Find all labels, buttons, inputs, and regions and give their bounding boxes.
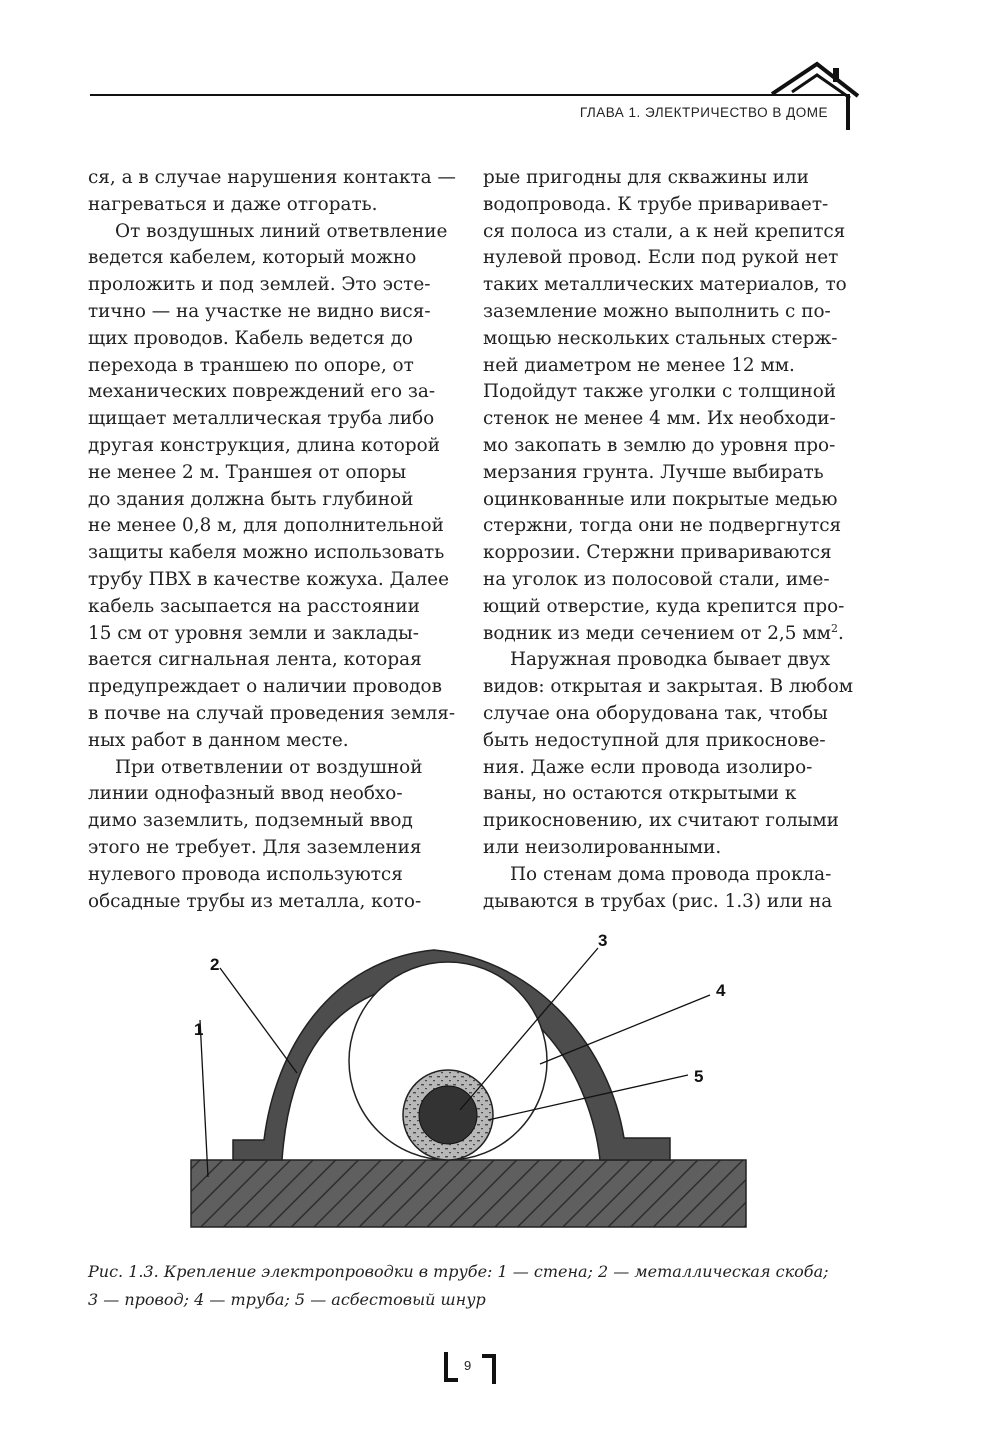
- text-line: щих проводов. Кабель ведется до: [88, 327, 413, 349]
- text-line: обсадные трубы из металла, кото-: [88, 890, 422, 912]
- text-line: ней диаметром не менее 12 мм.: [483, 354, 795, 376]
- wall-shape: [191, 1160, 746, 1227]
- header-rule: [90, 94, 850, 96]
- text-line: прикосновению, их считают голыми: [483, 810, 839, 832]
- page-number: 9: [464, 1358, 472, 1373]
- text-line: заземление можно выполнить с по-: [483, 300, 831, 322]
- text-line: тично — на участке не видно вися-: [88, 300, 431, 322]
- text-line: или неизолированными.: [483, 836, 722, 858]
- text-line: дываются в трубах (рис. 1.3) или на: [483, 890, 833, 912]
- text-line: рые пригодны для скважины или: [483, 167, 809, 188]
- text-line: кабель засыпается на расстоянии: [88, 595, 420, 617]
- text-line: нулевого провода используются: [88, 863, 403, 885]
- text-line: нулевой провод. Если под рукой нет: [483, 247, 839, 269]
- leader-line-1: [200, 1020, 208, 1177]
- text-line: другая конструкция, длина которой: [88, 434, 440, 456]
- text-line: ся, а в случае нарушения контакта —: [88, 167, 456, 188]
- text-line: щищает металлическая труба либо: [88, 408, 435, 430]
- text-line: ся полоса из стали, а к ней крепится: [483, 220, 846, 242]
- left-column: [88, 165, 460, 915]
- figure-wiring-in-pipe: [180, 930, 760, 1230]
- text-line: коррозии. Стержни привариваются: [483, 542, 832, 564]
- right-column: [483, 165, 855, 915]
- label-3: 3: [598, 931, 608, 950]
- text-line: мощью нескольких стальных стерж-: [483, 327, 838, 349]
- text-line-end: .: [837, 622, 844, 644]
- label-4: 4: [716, 981, 726, 1000]
- text-line: Наружная проводка бывает двух: [510, 649, 831, 671]
- label-2: 2: [210, 955, 220, 974]
- text-line: защиты кабеля можно использовать: [88, 542, 445, 564]
- text-line: не менее 0,8 м, для дополнительной: [88, 515, 444, 537]
- text-line: димо заземлить, подземный ввод: [88, 810, 413, 832]
- text-line: трубу ПВХ в качестве кожуха. Далее: [88, 568, 449, 590]
- text-line: стержни, тогда они не подвергнутся: [483, 515, 842, 537]
- text-line: При ответвлении от воздушной: [115, 756, 423, 778]
- text-line: оцинкованные или покрытые медью: [483, 488, 838, 510]
- text-line-main: водник из меди сечением от 2,5 мм: [483, 622, 831, 644]
- leader-line-2: [220, 968, 297, 1073]
- label-5: 5: [694, 1067, 704, 1086]
- text-line: водопровода. К трубе приваривает-: [483, 193, 829, 215]
- chapter-title: ГЛАВА 1. ЭЛЕКТРИЧЕСТВО В ДОМЕ: [579, 105, 828, 120]
- text-line: случае она оборудована так, чтобы: [483, 702, 828, 724]
- text-line: 15 см от уровня земли и заклады-: [88, 622, 419, 644]
- text-line: стенок не менее 4 мм. Их необходи-: [483, 408, 836, 430]
- text-line: По стенам дома провода прокла-: [510, 863, 832, 885]
- text-line: видов: открытая и закрытая. В любом: [483, 676, 854, 698]
- text-line: От воздушных линий ответвление: [115, 220, 448, 242]
- text-line: механических повреждений его за-: [88, 381, 436, 403]
- text-line: быть недоступной для прикоснове-: [483, 729, 826, 751]
- text-line: ных работ в данном месте.: [88, 729, 349, 751]
- text-line: [483, 621, 855, 648]
- text-line: перехода в траншею по опоре, от: [88, 354, 414, 376]
- text-line: ния. Даже если провода изолиро-: [483, 756, 813, 778]
- text-line: ведется кабелем, который можно: [88, 247, 417, 269]
- text-line: вается сигнальная лента, которая: [88, 649, 422, 671]
- caption-line: 3 — провод; 4 — труба; 5 — асбестовый шнур: [88, 1290, 486, 1309]
- text-line: не менее 2 м. Траншея от опоры: [88, 461, 407, 483]
- text-line: до здания должна быть глубиной: [88, 488, 414, 510]
- text-line: ющий отверстие, куда крепится про-: [483, 595, 845, 617]
- text-line: проложить и под землей. Это эсте-: [88, 274, 431, 296]
- text-line: нагреваться и даже отгорать.: [88, 193, 378, 215]
- label-1: 1: [194, 1020, 204, 1039]
- wire-shape: [419, 1086, 477, 1144]
- text-line: линии однофазный ввод необхо-: [88, 783, 403, 805]
- figure-caption: [88, 1258, 868, 1314]
- text-line: мерзания грунта. Лучше выбирать: [483, 461, 824, 483]
- superscript: 2: [830, 621, 838, 635]
- text-line: этого не требует. Для заземления: [88, 836, 422, 858]
- page-number-block: [440, 1352, 500, 1384]
- text-line: мо закопать в землю до уровня про-: [483, 434, 836, 456]
- caption-line: Рис. 1.3. Крепление электропроводки в трубе: 1 — стена; 2 — металлическая скоба;: [88, 1262, 829, 1281]
- text-line: Подойдут также уголки с толщиной: [483, 381, 837, 403]
- text-line: на уголок из полосовой стали, име-: [483, 568, 830, 590]
- text-line: таких металлических материалов, то: [483, 274, 847, 296]
- text-line: предупреждает о наличии проводов: [88, 676, 442, 698]
- text-line: ваны, но остаются открытыми к: [483, 783, 797, 805]
- text-line: в почве на случай проведения земля-: [88, 702, 456, 724]
